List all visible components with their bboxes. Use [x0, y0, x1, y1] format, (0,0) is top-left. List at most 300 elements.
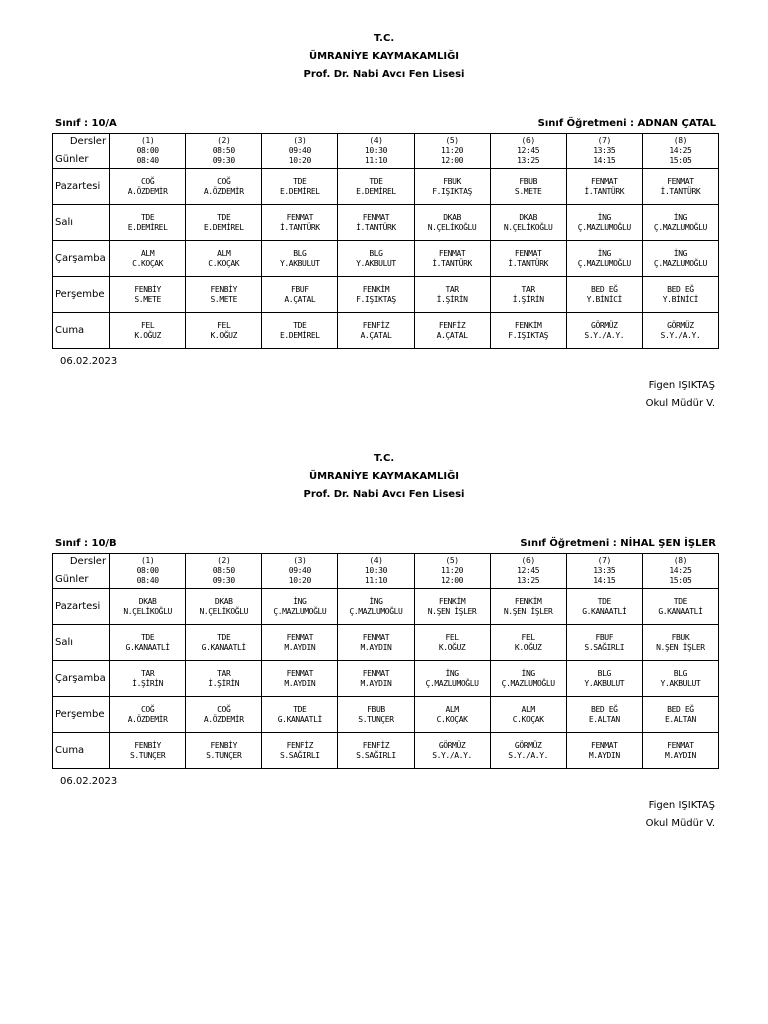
lesson-teacher: İ.ŞİRİN: [208, 678, 240, 688]
period-num: (6): [521, 136, 535, 145]
lesson-cell: [262, 241, 338, 277]
lesson-cell: [566, 589, 642, 625]
lesson-teacher: İ.ŞİRİN: [132, 678, 164, 688]
lesson-teacher: E.DEMİREL: [279, 330, 320, 340]
lesson-cell: [490, 277, 566, 313]
lesson-subject: FENMAT: [286, 212, 314, 222]
class-label: Sınıf : 10/B: [55, 538, 117, 549]
lesson-teacher: F.IŞIKTAŞ: [432, 186, 472, 196]
lesson-teacher: A.ÖZDEMİR: [127, 714, 168, 724]
period-num: (2): [217, 136, 231, 145]
lesson-teacher: Ç.MAZLUMOĞLU: [653, 222, 707, 232]
period-end: 11:10: [364, 156, 387, 165]
lesson-cell: [262, 277, 338, 313]
lesson-cell: [338, 241, 414, 277]
lesson-subject: FENBİY: [134, 284, 161, 294]
period-end: 15:05: [669, 576, 692, 585]
lesson-cell: [490, 313, 566, 349]
lesson-cell: [110, 589, 186, 625]
lesson-teacher: E.DEMİREL: [127, 222, 168, 232]
lesson-cell: [490, 169, 566, 205]
lesson-teacher: M.AYDIN: [360, 678, 392, 688]
lesson-cell: [566, 697, 642, 733]
period-header: [186, 554, 262, 589]
lesson-subject: FENFİZ: [362, 320, 390, 330]
lesson-cell: [642, 733, 718, 769]
lesson-teacher: A.ÇATAL: [284, 294, 316, 304]
lesson-subject: GÖRMÜZ: [514, 740, 542, 750]
lesson-subject: TDE: [217, 212, 231, 222]
lesson-subject: GÖRMÜZ: [591, 320, 618, 330]
lesson-cell: [262, 313, 338, 349]
lesson-cell: [490, 241, 566, 277]
lesson-subject: COĞ: [141, 704, 155, 714]
lesson-subject: İNG: [673, 212, 688, 222]
lesson-teacher: İ.TANTÜRK: [660, 186, 701, 196]
lesson-teacher: N.ŞEN İŞLER: [656, 642, 705, 652]
lesson-subject: FBUF: [291, 284, 309, 294]
period-start: 09:40: [288, 566, 311, 575]
lesson-teacher: Y.AKBULUT: [584, 678, 625, 688]
lesson-subject: FENMAT: [362, 212, 390, 222]
lesson-teacher: K.OĞUZ: [134, 330, 161, 340]
table-row: [53, 241, 719, 277]
lesson-subject: FENBİY: [134, 740, 161, 750]
lesson-cell: [414, 697, 490, 733]
lesson-subject: İNG: [369, 596, 383, 606]
lesson-teacher: C.KOÇAK: [436, 714, 468, 724]
header-school: Prof. Dr. Nabi Avcı Fen Lisesi: [303, 69, 465, 80]
header-tc: T.C.: [373, 453, 395, 464]
lesson-teacher: İ.TANTÜRK: [279, 222, 320, 232]
lesson-subject: TDE: [141, 632, 155, 642]
lesson-subject: BLG: [369, 248, 383, 258]
corner-days-label: Günler: [55, 574, 89, 585]
lesson-cell: [642, 661, 718, 697]
period-header: [490, 134, 566, 169]
lesson-cell: [262, 661, 338, 697]
lesson-cell: [262, 589, 338, 625]
period-end: 08:40: [136, 576, 159, 585]
lesson-subject: FENMAT: [591, 176, 618, 186]
corner-lessons-label: Dersler: [69, 556, 107, 567]
lesson-cell: [642, 169, 718, 205]
lesson-teacher: S.METE: [514, 186, 542, 196]
lesson-cell: [186, 589, 262, 625]
lesson-teacher: S.Y./A.Y.: [508, 750, 549, 760]
lesson-cell: [338, 589, 414, 625]
period-header: [110, 134, 186, 169]
lesson-subject: GÖRMÜZ: [438, 740, 466, 750]
signer-title: Okul Müdür V.: [645, 398, 715, 409]
lesson-teacher: S.Y./A.Y.: [432, 750, 472, 760]
lesson-teacher: Ç.MAZLUMOĞLU: [501, 678, 555, 688]
lesson-subject: ALM: [217, 248, 231, 258]
lesson-cell: [338, 313, 414, 349]
lesson-subject: GÖRMÜZ: [667, 320, 694, 330]
period-header: [566, 134, 642, 169]
signer-name: Figen IŞIKTAŞ: [648, 380, 715, 391]
period-start: 09:40: [288, 146, 311, 155]
lesson-cell: [110, 277, 186, 313]
lesson-teacher: Ç.MAZLUMOĞLU: [425, 678, 479, 688]
corner-header: [53, 134, 110, 169]
lesson-subject: TAR: [445, 284, 459, 294]
lesson-subject: İNG: [445, 668, 459, 678]
lesson-teacher: Ç.MAZLUMOĞLU: [577, 258, 631, 268]
lesson-subject: TAR: [521, 284, 535, 294]
lesson-teacher: Y.BİNİCİ: [586, 294, 622, 304]
header-district: ÜMRANİYE KAYMAKAMLIĞI: [308, 471, 460, 482]
lesson-cell: [338, 205, 414, 241]
lesson-cell: [490, 733, 566, 769]
period-num: (6): [521, 556, 535, 565]
lesson-cell: [642, 313, 718, 349]
lesson-subject: FBUF: [595, 632, 614, 642]
lesson-teacher: E.DEMİREL: [356, 186, 396, 196]
day-label: Çarşamba: [53, 661, 110, 697]
lesson-subject: TDE: [217, 632, 231, 642]
lesson-subject: BED EĞ: [591, 284, 618, 294]
lesson-subject: FENKİM: [438, 596, 466, 606]
lesson-cell: [338, 625, 414, 661]
lesson-teacher: S.SAĞIRLI: [356, 750, 396, 760]
lesson-teacher: İ.TANTÜRK: [584, 186, 625, 196]
lesson-teacher: A.ÇATAL: [360, 330, 392, 340]
lesson-cell: [566, 661, 642, 697]
lesson-teacher: M.AYDIN: [664, 750, 696, 760]
period-start: 12:45: [517, 146, 540, 155]
lesson-subject: DKAB: [443, 212, 461, 222]
period-header: [414, 134, 490, 169]
lesson-cell: [338, 661, 414, 697]
lesson-cell: [262, 733, 338, 769]
lesson-teacher: İ.TANTÜRK: [356, 222, 396, 232]
lesson-cell: [262, 625, 338, 661]
lesson-cell: [186, 205, 262, 241]
corner-days-label: Günler: [55, 154, 89, 165]
lesson-teacher: S.Y./A.Y.: [660, 330, 701, 340]
class-teacher-label: Sınıf Öğretmeni : NİHAL ŞEN İŞLER: [520, 538, 716, 549]
lesson-teacher: E.ALTAN: [664, 714, 696, 724]
lesson-teacher: İ.TANTÜRK: [432, 258, 472, 268]
period-end: 14:15: [593, 156, 616, 165]
period-num: (3): [293, 556, 307, 565]
day-label: Cuma: [53, 313, 110, 349]
period-header: [490, 554, 566, 589]
lesson-cell: [110, 169, 186, 205]
lesson-subject: FEL: [217, 320, 231, 330]
lesson-subject: FENMAT: [362, 632, 390, 642]
period-end: 10:20: [288, 576, 311, 585]
lesson-cell: [642, 589, 718, 625]
period-header: [642, 134, 718, 169]
day-label: Pazartesi: [53, 589, 110, 625]
lesson-teacher: E.DEMİREL: [279, 186, 320, 196]
lesson-cell: [414, 277, 490, 313]
lesson-subject: FEL: [445, 632, 459, 642]
header-school: Prof. Dr. Nabi Avcı Fen Lisesi: [303, 489, 465, 500]
period-num: (1): [141, 556, 155, 565]
lesson-teacher: M.AYDIN: [588, 750, 620, 760]
corner-header: [53, 554, 110, 589]
lesson-subject: BED EĞ: [667, 284, 694, 294]
lesson-subject: BLG: [673, 668, 688, 678]
lesson-subject: BLG: [293, 248, 307, 258]
lesson-cell: [338, 697, 414, 733]
schedule-block-10a: [0, 0, 768, 420]
lesson-subject: FENMAT: [514, 248, 542, 258]
signer-title: Okul Müdür V.: [645, 818, 715, 829]
lesson-teacher: C.KOÇAK: [208, 258, 240, 268]
lesson-cell: [414, 661, 490, 697]
lesson-subject: DKAB: [214, 596, 233, 606]
timetable: [52, 133, 719, 349]
lesson-teacher: İ.TANTÜRK: [508, 258, 549, 268]
lesson-cell: [414, 313, 490, 349]
period-header: [110, 554, 186, 589]
lesson-cell: [642, 625, 718, 661]
lesson-teacher: A.ÇATAL: [436, 330, 468, 340]
lesson-cell: [414, 733, 490, 769]
period-start: 14:25: [669, 566, 692, 575]
period-start: 10:30: [364, 566, 387, 575]
lesson-cell: [642, 241, 718, 277]
table-row: [53, 625, 719, 661]
period-header: [262, 134, 338, 169]
lesson-teacher: Ç.MAZLUMOĞLU: [577, 222, 631, 232]
class-label: Sınıf : 10/A: [55, 118, 117, 129]
period-num: (3): [293, 136, 307, 145]
lesson-cell: [414, 241, 490, 277]
lesson-subject: TAR: [141, 668, 155, 678]
lesson-teacher: C.KOÇAK: [132, 258, 164, 268]
lesson-teacher: N.ŞEN İŞLER: [503, 606, 553, 616]
lesson-subject: TAR: [217, 668, 231, 678]
lesson-cell: [186, 661, 262, 697]
lesson-cell: [338, 277, 414, 313]
lesson-teacher: Ç.MAZLUMOĞLU: [273, 606, 327, 616]
lesson-cell: [110, 733, 186, 769]
lesson-subject: TDE: [293, 704, 307, 714]
lesson-cell: [566, 241, 642, 277]
period-end: 09:30: [212, 156, 235, 165]
lesson-subject: TDE: [293, 320, 307, 330]
lesson-teacher: S.METE: [210, 294, 237, 304]
table-row: [53, 205, 719, 241]
period-start: 08:50: [212, 146, 235, 155]
class-teacher-label: Sınıf Öğretmeni : ADNAN ÇATAL: [537, 118, 716, 129]
period-start: 08:00: [136, 566, 159, 575]
table-row: [53, 697, 719, 733]
lesson-cell: [566, 169, 642, 205]
period-num: (5): [445, 136, 459, 145]
period-end: 08:40: [136, 156, 159, 165]
print-date: 06.02.2023: [60, 776, 118, 787]
lesson-subject: FBUK: [671, 632, 690, 642]
table-row: [53, 733, 719, 769]
lesson-teacher: İ.ŞİRİN: [512, 294, 544, 304]
lesson-subject: ALM: [445, 704, 459, 714]
lesson-teacher: Y.BİNİCİ: [662, 294, 699, 304]
period-num: (5): [445, 556, 459, 565]
period-start: 08:50: [212, 566, 235, 575]
lesson-cell: [414, 589, 490, 625]
lesson-teacher: K.OĞUZ: [514, 642, 542, 652]
table-row: [53, 661, 719, 697]
period-num: (4): [369, 136, 383, 145]
period-end: 10:20: [288, 156, 311, 165]
lesson-cell: [414, 625, 490, 661]
lesson-subject: FENMAT: [286, 632, 314, 642]
lesson-subject: İNG: [293, 596, 307, 606]
lesson-subject: FENFİZ: [362, 740, 390, 750]
period-header: [642, 554, 718, 589]
period-header: [262, 554, 338, 589]
day-label: Salı: [53, 205, 110, 241]
lesson-cell: [262, 205, 338, 241]
lesson-cell: [110, 241, 186, 277]
period-num: (8): [673, 556, 688, 565]
lesson-teacher: S.TUNÇER: [206, 750, 242, 760]
lesson-teacher: E.DEMİREL: [203, 222, 244, 232]
period-num: (7): [597, 556, 611, 565]
lesson-subject: COĞ: [217, 176, 231, 186]
lesson-subject: ALM: [141, 248, 155, 258]
lesson-subject: BED EĞ: [591, 704, 618, 714]
lesson-subject: FENKİM: [514, 596, 542, 606]
table-row: [53, 169, 719, 205]
lesson-subject: FENMAT: [667, 740, 694, 750]
lesson-cell: [110, 625, 186, 661]
header-tc: T.C.: [373, 33, 395, 44]
period-num: (8): [673, 136, 688, 145]
lesson-cell: [642, 697, 718, 733]
lesson-subject: DKAB: [519, 212, 538, 222]
lesson-cell: [110, 205, 186, 241]
lesson-teacher: G.KANAATLİ: [125, 642, 170, 652]
lesson-teacher: C.KOÇAK: [512, 714, 544, 724]
period-end: 15:05: [669, 156, 692, 165]
lesson-cell: [490, 661, 566, 697]
period-end: 12:00: [441, 156, 464, 165]
lesson-cell: [414, 205, 490, 241]
lesson-subject: FENMAT: [362, 668, 390, 678]
lesson-subject: FBUK: [443, 176, 461, 186]
lesson-subject: FENFİZ: [286, 740, 314, 750]
period-end: 14:15: [593, 576, 616, 585]
lesson-cell: [110, 661, 186, 697]
period-start: 12:45: [517, 566, 540, 575]
period-num: (4): [369, 556, 383, 565]
lesson-teacher: G.KANAATLİ: [201, 642, 246, 652]
lesson-teacher: F.IŞIKTAŞ: [356, 294, 396, 304]
lesson-cell: [338, 169, 414, 205]
period-header: [566, 554, 642, 589]
lesson-subject: FENMAT: [591, 740, 618, 750]
lesson-teacher: G.KANAATLİ: [277, 714, 322, 724]
lesson-subject: FENMAT: [667, 176, 694, 186]
lesson-subject: FENMAT: [286, 668, 314, 678]
lesson-teacher: F.IŞIKTAŞ: [508, 330, 549, 340]
lesson-teacher: S.TUNÇER: [358, 714, 394, 724]
period-start: 13:35: [593, 146, 616, 155]
period-start: 10:30: [364, 146, 387, 155]
period-start: 13:35: [593, 566, 616, 575]
lesson-teacher: S.Y./A.Y.: [584, 330, 625, 340]
schedule-block-10b: [0, 420, 768, 840]
lesson-cell: [566, 205, 642, 241]
signer-name: Figen IŞIKTAŞ: [648, 800, 715, 811]
lesson-teacher: M.AYDIN: [360, 642, 392, 652]
header-district: ÜMRANİYE KAYMAKAMLIĞI: [308, 51, 460, 62]
lesson-subject: FENKİM: [362, 284, 390, 294]
lesson-subject: TDE: [597, 596, 611, 606]
print-date: 06.02.2023: [60, 356, 118, 367]
period-start: 08:00: [136, 146, 159, 155]
table-row: [53, 589, 719, 625]
lesson-cell: [566, 313, 642, 349]
lesson-teacher: N.ÇELİKOĞLU: [199, 606, 249, 616]
lesson-teacher: Y.AKBULUT: [660, 678, 701, 688]
lesson-subject: DKAB: [138, 596, 157, 606]
lesson-teacher: G.KANAATLİ: [658, 606, 703, 616]
lesson-teacher: N.ÇELİKOĞLU: [503, 222, 553, 232]
period-header: [414, 554, 490, 589]
lesson-subject: FBUB: [367, 704, 385, 714]
lesson-cell: [490, 625, 566, 661]
lesson-cell: [490, 697, 566, 733]
lesson-cell: [414, 169, 490, 205]
lesson-subject: BED EĞ: [667, 704, 694, 714]
period-end: 13:25: [517, 156, 540, 165]
lesson-subject: COĞ: [141, 176, 155, 186]
lesson-teacher: İ.ŞİRİN: [436, 294, 468, 304]
period-num: (1): [141, 136, 155, 145]
lesson-subject: COĞ: [217, 704, 231, 714]
lesson-subject: FEL: [141, 320, 155, 330]
lesson-subject: İNG: [597, 248, 611, 258]
lesson-teacher: S.SAĞIRLI: [584, 642, 625, 652]
lesson-subject: İNG: [673, 248, 688, 258]
lesson-teacher: G.KANAATLİ: [582, 606, 627, 616]
lesson-cell: [566, 277, 642, 313]
period-header: [186, 134, 262, 169]
lesson-teacher: Y.AKBULUT: [279, 258, 320, 268]
lesson-teacher: A.ÖZDEMİR: [203, 186, 244, 196]
lesson-teacher: Ç.MAZLUMOĞLU: [653, 258, 707, 268]
lesson-subject: FBUB: [519, 176, 538, 186]
lesson-teacher: S.TUNÇER: [129, 750, 166, 760]
period-end: 12:00: [441, 576, 464, 585]
lesson-subject: FENKİM: [514, 320, 542, 330]
timetable: [52, 553, 719, 769]
lesson-teacher: K.OĞUZ: [210, 330, 237, 340]
lesson-cell: [490, 589, 566, 625]
lesson-teacher: S.METE: [134, 294, 161, 304]
lesson-cell: [186, 625, 262, 661]
lesson-cell: [566, 625, 642, 661]
day-label: Pazartesi: [53, 169, 110, 205]
lesson-subject: İNG: [521, 668, 535, 678]
lesson-teacher: K.OĞUZ: [438, 642, 466, 652]
lesson-subject: ALM: [521, 704, 535, 714]
lesson-cell: [186, 697, 262, 733]
lesson-cell: [186, 241, 262, 277]
period-start: 11:20: [441, 146, 464, 155]
lesson-teacher: Ç.MAZLUMOĞLU: [349, 606, 403, 616]
lesson-teacher: M.AYDIN: [284, 678, 316, 688]
